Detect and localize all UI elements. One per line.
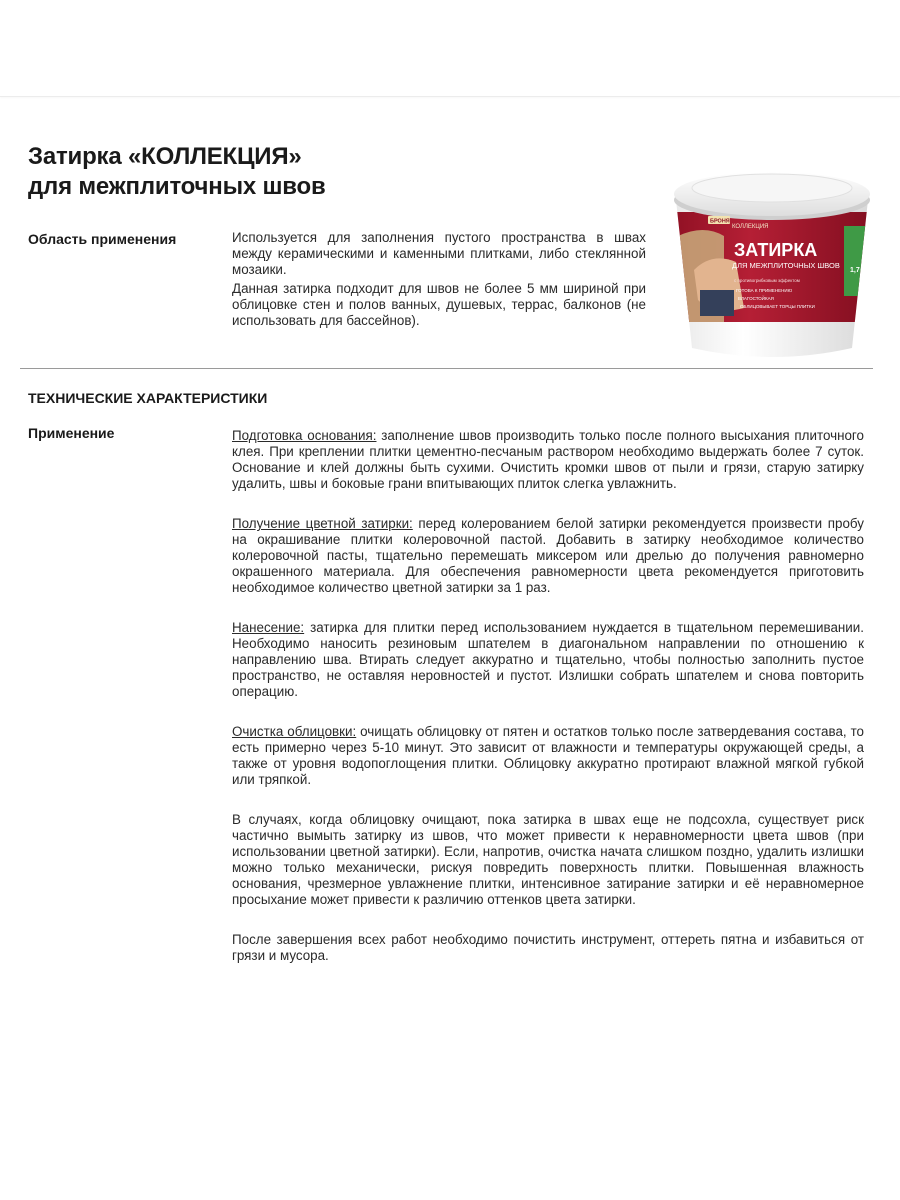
tech-specs-heading: ТЕХНИЧЕСКИЕ ХАРАКТЕРИСТИКИ [28, 390, 268, 406]
product-feature-3: ВЛАГОСТОЙКАЯ [738, 296, 774, 301]
section-lead: Подготовка основания: [232, 428, 377, 443]
application-text [232, 428, 864, 988]
application-paragraph-finish: После завершения всех работ необходимо почистить инструмент, оттереть пятна и избавиться от грязи и мусора. [232, 932, 864, 963]
application-paragraph-risks: В случаях, когда облицовку очищают, пока затирка в швах еще не подсохла, существует риск частично вымыть затирку из швов, что может привести к неравномерности цвета швов (при использовании цветной затирки). Если, напротив, очистка начата слишком поздно, удалить излишки можно только механически, рискуя повредить поверхность плитки. Повышенная влажность основания, чрезмерное увлажнение плитки, интенсивное затирание затирки и её неравномерное просыхание может привести к различию оттенков цвета затирки. [232, 812, 864, 907]
section-body: затирка для плитки перед использованием нуждается в тщательном перемешивании. Необходимо наносить резиновым шпателем в диагональном направлении по отношению к направлению шва. Втирать следует аккуратно и тщательно, чтобы полностью заполнить пустое пространство, не оставляя неровностей и пустот. Излишки собрать шпателем и снова повторить операцию. [232, 620, 864, 699]
page-title [28, 142, 326, 202]
scope-label: Область применения [28, 231, 177, 247]
section-divider [20, 368, 873, 369]
product-name-text: ЗАТИРКА [734, 240, 818, 260]
scope-paragraph-1: Используется для заполнения пустого пространства в швах между керамическими и каменными плитками, либо стеклянной мозаики. [232, 230, 646, 277]
title-line-1: Затирка «КОЛЛЕКЦИЯ» [28, 143, 302, 170]
scope-paragraph-2: Данная затирка подходит для швов не более 5 мм шириной при облицовке стен и полов ванных, душевых, террас, балконов (не использовать для бассейнов). [232, 281, 646, 328]
product-tag-text: БРОНЯ [710, 218, 730, 225]
section-lead: Получение цветной затирки: [232, 516, 413, 531]
product-subtitle-text: ДЛЯ МЕЖПЛИТОЧНЫХ ШВОВ [732, 261, 840, 270]
section-body: перед колерованием белой затирки рекомендуется произвести пробу на окрашивание плитки колеровочной пастой. Добавить в затирку необходимое количество колеровочной пасты, тщательно перемешать миксером или дрелью до получения равномерно окрашенного материала. Для обеспечения равномерности цвета рекомендуется приготовить необходимое количество цветной затирки за 1 раз. [232, 516, 864, 595]
section-body: очищать облицовку от пятен и остатков только после затвердевания состава, то есть примерно через 5-10 минут. Это зависит от влажности и температуры окружающей среды, а также от уровня водопоглощения плитки. Облицовку аккуратно протирают влажной мягкой губкой или тряпкой. [232, 724, 865, 787]
product-feature-4: ОБЛИЦОВЫВАЕТ ТОРЦЫ ПЛИТКИ [740, 304, 815, 309]
product-feature-1: с противогрибковым эффектом [734, 278, 800, 283]
application-section-applying [232, 620, 864, 700]
product-brand-text: КОЛЛЕКЦИЯ [732, 224, 769, 230]
application-section-coloring [232, 516, 864, 596]
section-lead: Нанесение: [232, 620, 305, 635]
product-bucket-image [664, 140, 880, 362]
title-line-2: для межплиточных швов [28, 173, 326, 200]
section-body: заполнение швов производить только после полного высыхания плиточного клея. При креплении плитки цементно-песчаным раствором необходимо выдержать более 7 суток. Основание и клей должны быть сухими. Очистить кромки швов от пыли и грязи, старую затирку удалить, швы и боковые грани впитывающих плиток слегка увлажнить. [232, 428, 864, 491]
section-lead: Очистка облицовки: [232, 724, 357, 739]
application-section-cleaning [232, 724, 864, 788]
scope-text [232, 230, 646, 332]
product-volume-text: 1,7 [850, 267, 860, 274]
application-label: Применение [28, 425, 115, 441]
product-feature-2: ГОТОВА К ПРИМЕНЕНИЮ [736, 288, 793, 293]
application-section-preparation [232, 428, 864, 492]
top-bar [0, 0, 900, 97]
